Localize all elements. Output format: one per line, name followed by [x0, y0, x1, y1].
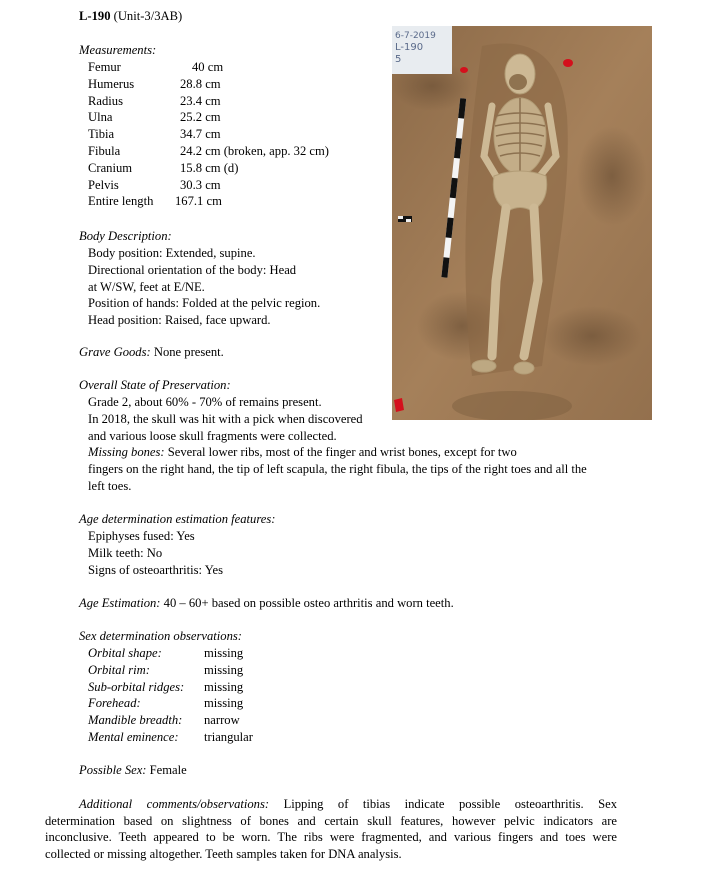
comments-line4: collected or missing altogether. Teeth samples taken for DNA analysis.: [45, 846, 402, 861]
measurement-label: Entire length: [88, 194, 154, 209]
sex-observation-label: Sub-orbital ridges:: [88, 679, 185, 694]
comments-line3: inconclusive. Teeth appeared to be worn. The ribs were fragmented, and various fingers and toes were: [45, 830, 617, 845]
photo-tag-number: 5: [395, 54, 402, 65]
measurement-value: 23.4 cm: [180, 93, 221, 108]
possible-sex-value: Female: [149, 763, 187, 777]
flag-marker: [563, 59, 573, 67]
measurement-value: 15.8 cm (d): [180, 160, 239, 175]
photo-tag-id: L-190: [395, 42, 424, 53]
possible-sex: [79, 762, 187, 779]
sex-observation-label: Mandible breadth:: [88, 713, 183, 728]
missing-bones-line3: left toes.: [88, 479, 132, 493]
missing-bones-line1: [88, 444, 517, 461]
measurement-value: 28.8 cm: [180, 76, 221, 91]
measurement-label: Humerus: [88, 76, 135, 91]
sex-observation-value: missing: [204, 662, 244, 677]
measurement-value: 24.2 cm (broken, app. 32 cm): [180, 144, 329, 158]
age-feature-line: Milk teeth: No: [88, 545, 163, 560]
burial-photo: [392, 26, 652, 420]
measurement-value: 167.1 cm: [175, 194, 222, 209]
body-description-line: Head position: Raised, face upward.: [88, 313, 271, 328]
comments-line1: [45, 796, 617, 813]
sex-observation-value: missing: [204, 696, 244, 711]
measurements-title: Measurements:: [79, 43, 157, 57]
measurement-label: Femur: [88, 60, 121, 74]
measurement-value: 25.2 cm: [180, 110, 221, 125]
sex-observation-value: narrow: [204, 713, 240, 728]
body-description-line: Position of hands: Folded at the pelvic region.: [88, 296, 321, 311]
measurement-value: 34.7 cm: [180, 127, 221, 142]
sex-observation-value: missing: [204, 679, 244, 694]
body-description-line: Directional orientation of the body: Head: [88, 262, 297, 277]
preservation-line: In 2018, the skull was hit with a pick when discovered: [88, 411, 363, 426]
possible-sex-label: Possible Sex:: [79, 763, 147, 777]
body-description-title: Body Description:: [79, 229, 172, 243]
age-feature-line: Epiphyses fused: Yes: [88, 529, 195, 543]
sex-observation-label: Forehead:: [88, 696, 141, 711]
body-description-line: Body position: Extended, supine.: [88, 246, 256, 260]
measurement-value: 30.3 cm: [180, 177, 221, 192]
comments-paragraph: [45, 796, 617, 862]
preservation-line: and various loose skull fragments were collected.: [88, 428, 337, 443]
measurement-label: Radius: [88, 93, 123, 108]
missing-bones-text1: Several lower ribs, most of the finger and wrist bones, except for two: [167, 445, 517, 459]
burial-photo-image: [392, 26, 652, 420]
comments-text1: Lipping of tibias indicate possible osteoarthritis. Sex: [283, 797, 617, 811]
sex-observation-label: Mental eminence:: [88, 730, 179, 744]
record-id: L-190: [79, 9, 111, 23]
missing-bones-line2: fingers on the right hand, the tip of left scapula, the right fibula, the tips of the right toes and all the: [88, 462, 587, 476]
north-arrow-scale: [398, 216, 412, 222]
measurement-label: Ulna: [88, 110, 113, 125]
age-features-title: Age determination estimation features:: [79, 512, 276, 526]
measurement-label: Tibia: [88, 127, 115, 142]
sex-observation-label: Orbital rim:: [88, 662, 150, 677]
age-estimation-value: 40 – 60+ based on possible osteo arthritis and worn teeth.: [163, 596, 454, 610]
comments-line2: determination based on slightness of bones and certain skull features, however pelvic indicators are: [45, 813, 617, 828]
flag-marker: [460, 67, 468, 73]
grave-goods-value: None present.: [153, 345, 224, 359]
sex-observation-value: missing: [204, 646, 244, 660]
age-estimation: [79, 595, 454, 612]
body-description-line: at W/SW, feet at E/NE.: [88, 279, 205, 294]
photo-tag-date: 6-7-2019: [395, 31, 436, 41]
record-unit: (Unit-3/3AB): [113, 9, 183, 23]
missing-bones-label: Missing bones:: [88, 445, 165, 459]
sex-observation-label: Orbital shape:: [88, 646, 162, 660]
measurement-label: Cranium: [88, 160, 133, 175]
age-feature-line: Signs of osteoarthritis: Yes: [88, 562, 224, 577]
measurement-label: Pelvis: [88, 177, 119, 192]
grave-goods: [79, 344, 224, 361]
measurement-value: 40 cm: [192, 60, 224, 74]
age-estimation-label: Age Estimation:: [79, 596, 161, 610]
sex-observation-value: triangular: [204, 730, 253, 744]
preservation-title: Overall State of Preservation:: [79, 378, 231, 392]
record-header: [79, 8, 182, 25]
measurement-label: Fibula: [88, 144, 121, 158]
sex-observations-title: Sex determination observations:: [79, 629, 242, 643]
preservation-line: Grade 2, about 60% - 70% of remains present.: [88, 395, 322, 409]
grave-goods-label: Grave Goods:: [79, 345, 151, 359]
comments-label: Additional comments/observations:: [79, 797, 270, 811]
